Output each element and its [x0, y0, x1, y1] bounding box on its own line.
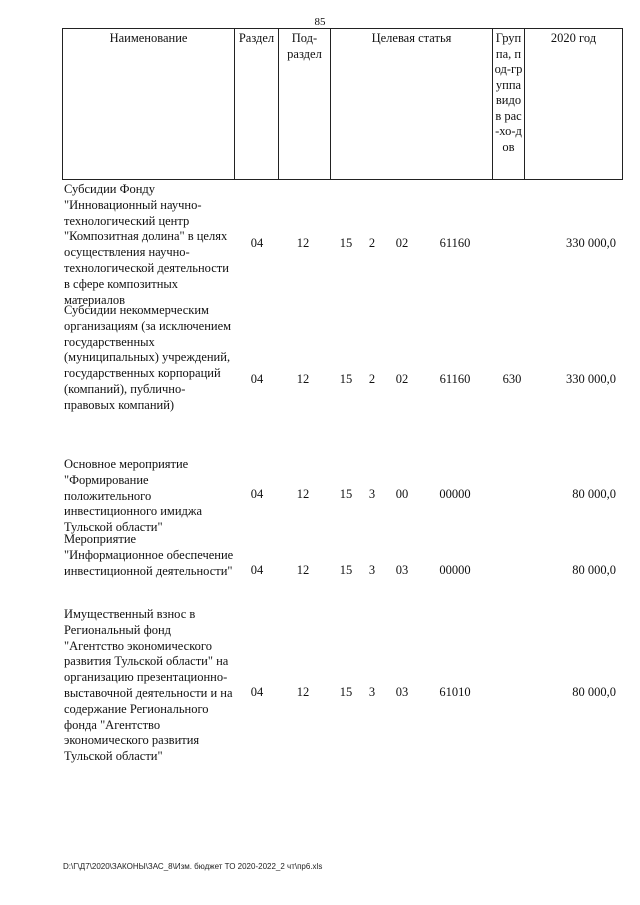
row-cs-subprogram: 3: [368, 563, 376, 577]
row-name: Субсидии Фонду "Инновационный научно-технологический центр "Композитная долина" в целях осуществления научно-технологической деятельности в сфере композитных материалов: [64, 182, 229, 307]
table-header: [62, 28, 623, 180]
row-cs-subprogram: 3: [368, 685, 376, 699]
row-razdel: 04: [250, 487, 264, 501]
header-razdel: Раздел: [235, 29, 279, 180]
row-razdel: 04: [250, 236, 264, 250]
row-cs-program: 15: [339, 563, 353, 577]
file-path-footer: D:\Г\Д7\2020\ЗАКОНЫ\ЗАС_8\Изм. бюджет ТО 2020-2022_2 чт\пр6.xls: [63, 862, 323, 871]
row-podrazdel: 12: [296, 563, 310, 577]
row-sum: 330 000,0: [566, 372, 616, 386]
row-cs-event: 02: [395, 236, 409, 250]
row-razdel: 04: [250, 372, 264, 386]
row-sum: 330 000,0: [566, 236, 616, 250]
row-cs-subprogram: 2: [368, 236, 376, 250]
row-sum: 80 000,0: [572, 487, 616, 501]
row-cs-subprogram: 2: [368, 372, 376, 386]
row-cs-direction: 00000: [439, 487, 471, 501]
row-name: Мероприятие "Информационное обеспечение инвестиционной деятельности": [64, 532, 234, 578]
row-name: Субсидии некоммерческим организациям (за исключением государственных (муниципальных) учреждений, государственных корпораций (компаний), публично-правовых компаний): [64, 303, 232, 412]
row-cs-program: 15: [339, 487, 353, 501]
row-cs-direction: 61010: [439, 685, 471, 699]
row-cs-program: 15: [339, 236, 353, 250]
row-cs-event: 03: [395, 685, 409, 699]
row-podrazdel: 12: [296, 685, 310, 699]
row-cs-direction: 61160: [439, 372, 471, 386]
header-year: 2020 год: [525, 29, 623, 180]
row-cs-program: 15: [339, 372, 353, 386]
header-name: Наименование: [63, 29, 235, 180]
row-razdel: 04: [250, 563, 264, 577]
row-podrazdel: 12: [296, 236, 310, 250]
row-razdel: 04: [250, 685, 264, 699]
row-podrazdel: 12: [296, 487, 310, 501]
row-cs-direction: 00000: [439, 563, 471, 577]
row-sum: 80 000,0: [572, 563, 616, 577]
row-cs-event: 02: [395, 372, 409, 386]
header-podrazdel: Под-раздел: [279, 29, 331, 180]
row-gruppa: 630: [502, 372, 522, 386]
page-number: 85: [314, 16, 326, 28]
header-gruppa: Группа, под-группа видов рас-хо-дов: [493, 29, 525, 180]
row-cs-event: 03: [395, 563, 409, 577]
row-cs-event: 00: [395, 487, 409, 501]
row-name: Основное мероприятие "Формирование положительного инвестиционного имиджа Тульской области": [64, 457, 203, 535]
row-cs-subprogram: 3: [368, 487, 376, 501]
row-name: Имущественный взнос в Региональный фонд "Агентство экономического развития Тульской области" на организацию презентационно-выставочной деятельности и на содержание Регионального фонда "Агентство экономического развития Тульской области": [64, 607, 233, 764]
row-cs-program: 15: [339, 685, 353, 699]
row-cs-direction: 61160: [439, 236, 471, 250]
row-sum: 80 000,0: [572, 685, 616, 699]
header-celevaya-statya: Целевая статья: [331, 29, 493, 180]
row-podrazdel: 12: [296, 372, 310, 386]
